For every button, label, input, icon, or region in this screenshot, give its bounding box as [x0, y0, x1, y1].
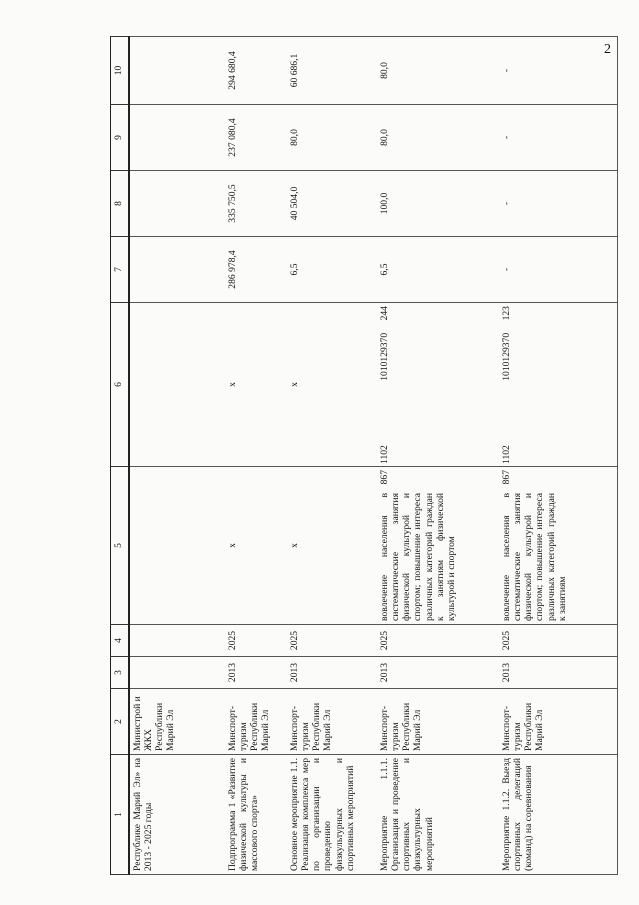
row-end-year: 2025	[499, 625, 617, 657]
table-row	[129, 37, 225, 875]
row-value-10: 60 686,1	[287, 37, 377, 105]
row-indicator-cell	[499, 467, 617, 625]
row-program-cell: Мероприятие 1.1.2. Выезд спортивных делегаций (команд) на соревнования	[499, 755, 617, 875]
row-value-8: -	[499, 171, 617, 237]
row-value-8	[129, 171, 225, 237]
col-header-4: 4	[111, 625, 130, 657]
row-code-cell: х	[287, 303, 377, 467]
row-rzpr: 1102	[379, 445, 390, 464]
row-grbs: 867	[501, 470, 512, 485]
row-indicator-cell	[377, 467, 499, 625]
col-header-8: 8	[111, 171, 130, 237]
row-indicator-cell: х	[225, 467, 287, 625]
row-end-year: 2025	[377, 625, 499, 657]
row-code-cell: х	[225, 303, 287, 467]
row-vr: 244	[379, 306, 390, 321]
row-indicator-cell	[129, 467, 225, 625]
row-value-8: 40 504,0	[287, 171, 377, 237]
row-vr: 123	[501, 306, 512, 321]
row-executor-cell: Минспорт-туризм Республики Марий Эл	[377, 689, 499, 755]
row-value-7: 6,5	[377, 237, 499, 303]
row-program-cell: Основное мероприятие 1.1. Реализация комплекса мер по организации и проведению физкультурных и спортивных мероприятий	[287, 755, 377, 875]
row-csr: 1010129370	[501, 332, 512, 381]
row-start-year: 2013	[377, 657, 499, 689]
row-value-9: -	[499, 105, 617, 171]
row-value-7	[129, 237, 225, 303]
row-value-10: 294 680,4	[225, 37, 287, 105]
row-value-9: 80,0	[287, 105, 377, 171]
rotated-table-sheet	[110, 37, 602, 875]
row-executor-cell: Минспорт-туризм Республики Марий Эл	[225, 689, 287, 755]
col-header-2: 2	[111, 689, 130, 755]
row-value-9	[129, 105, 225, 171]
row-program-cell: Республике Марий Эл» на 2013 - 2025 годы	[129, 755, 225, 875]
row-start-year: 2013	[287, 657, 377, 689]
col-header-6: 6	[111, 303, 130, 467]
row-value-8: 100,0	[377, 171, 499, 237]
row-program-cell: Мероприятие 1.1.1. Организация и проведение спортивных и физкультурных мероприятий	[377, 755, 499, 875]
row-code-cell	[499, 303, 617, 467]
row-rzpr: 1102	[501, 445, 512, 464]
row-value-7: -	[499, 237, 617, 303]
row-program-cell: Подпрограмма 1 «Развитие физической культуры и массового спорта»	[225, 755, 287, 875]
row-executor-cell: Министрой и ЖКХ Республики Марий Эл	[129, 689, 225, 755]
table-row	[287, 37, 377, 875]
col-header-9: 9	[111, 105, 130, 171]
row-value-8: 335 750,5	[225, 171, 287, 237]
program-table	[110, 36, 618, 875]
col-header-10: 10	[111, 37, 130, 105]
page-number: 2	[604, 42, 611, 57]
row-executor-cell: Минспорт-туризм Республики Марий Эл	[499, 689, 617, 755]
row-code-cell	[377, 303, 499, 467]
col-header-1: 1	[111, 755, 130, 875]
row-executor-cell: Минспорт-туризм Республики Марий Эл	[287, 689, 377, 755]
row-start-year	[129, 657, 225, 689]
row-start-year: 2013	[499, 657, 617, 689]
row-end-year: 2025	[225, 625, 287, 657]
row-end-year: 2025	[287, 625, 377, 657]
row-value-7: 286 978,4	[225, 237, 287, 303]
row-indicator-cell: х	[287, 467, 377, 625]
row-end-year	[129, 625, 225, 657]
row-csr: 1010129370	[379, 332, 390, 381]
row-grbs: 867	[379, 470, 390, 485]
row-value-7: 6,5	[287, 237, 377, 303]
row-indicator-text: вовлечение населения в систематические занятия физической культурой и спортом; повышение интереса различных категорий граждан к занятиям физической культурой и спортом	[379, 493, 457, 621]
row-value-9: 80,0	[377, 105, 499, 171]
row-value-10	[129, 37, 225, 105]
col-header-7: 7	[111, 237, 130, 303]
row-value-9: 237 080,4	[225, 105, 287, 171]
col-header-3: 3	[111, 657, 130, 689]
row-start-year: 2013	[225, 657, 287, 689]
header-row	[111, 37, 130, 875]
table-row	[499, 37, 617, 875]
row-code-cell	[129, 303, 225, 467]
row-indicator-text: вовлечение населения в систематические занятия физической культурой и спортом; повышение интереса различных категорий граждан к занятиям	[501, 493, 568, 621]
col-header-5: 5	[111, 467, 130, 625]
table-row	[225, 37, 287, 875]
table-row	[377, 37, 499, 875]
row-value-10: -	[499, 37, 617, 105]
row-value-10: 80,0	[377, 37, 499, 105]
